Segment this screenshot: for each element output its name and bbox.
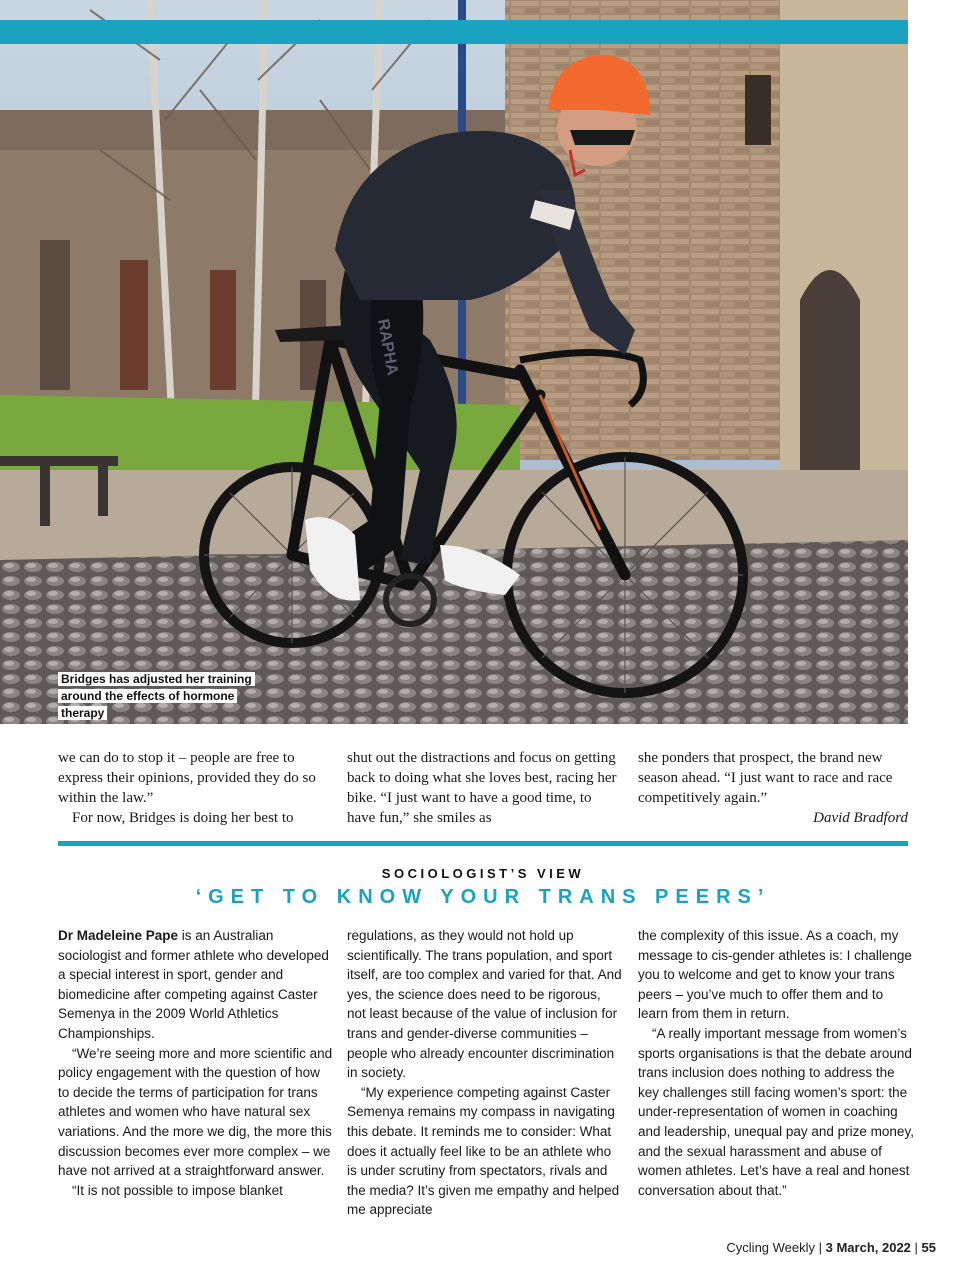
page-footer xyxy=(726,1240,936,1255)
sidebar-paragraph: “A really important message from women’s sports organisations is that the debate around trans inclusion does nothing to address the key challenges still facing women’s sport: the under-representation of women in coaching and leadership, unequal pay and prize money, and the sexual harassment and abuse of women athletes. Let’s have a real and honest conversation about that.” xyxy=(638,1025,914,1198)
photo-caption xyxy=(58,671,280,722)
sidebar-paragraph: “My experience competing against Caster Semenya remains my compass in navigating this debate. It reminds me to consider: What does it actually feel like to be an athlete who is under scrutiny from spectators, rivals and the media? It’s given me empathy and helped me appreciate xyxy=(347,1084,620,1218)
page-number: 55 xyxy=(921,1240,936,1255)
article-column-2 xyxy=(347,748,617,828)
lead-text: is an Australian sociologist and former athlete who developed a special interest in sport, gender and biomedicine after competing against Caster Semenya in the 2009 World Athletics Championships. xyxy=(58,928,329,1041)
author-byline: David Bradford xyxy=(813,810,908,826)
sidebar-paragraph: “It is not possible to impose blanket xyxy=(72,1182,283,1198)
article-column-1 xyxy=(58,748,328,828)
sidebar-paragraph xyxy=(58,926,334,1044)
lead-name: Dr Madeleine Pape xyxy=(58,928,179,943)
sidebar-column-2 xyxy=(347,926,623,1220)
sidebar-paragraph: “We’re seeing more and more scientific and policy engagement with the question of how to decide the terms of participation for trans athletes and women who have natural sex variations. And the more we dig, the more this discussion becomes ever more complex – we have not arrived at a straightforward answer. xyxy=(58,1045,333,1179)
article-paragraph: For now, Bridges is doing her best to xyxy=(72,810,294,826)
sidebar-paragraph: regulations, as they would not hold up scientifically. The trans population, and sport itself, are too complex and varied for that. And yes, the science does need to be rigorous, not least because of the value of inclusion for trans and gender-diverse communities – people who already encounter discrimination in society. xyxy=(347,928,622,1081)
sidebar-paragraph: the complexity of this issue. As a coach, my message to cis-gender athletes is: I challenge you to welcome and get to know your trans peers – you’ve much to offer them and to learn from them in return. xyxy=(638,928,912,1022)
article-paragraph: she ponders that prospect, the brand new season ahead. “I just want to race and race competitively again.” xyxy=(638,750,893,806)
article-paragraph: shut out the distractions and focus on getting back to doing what she loves best, racing her bike. “I just want to have a good time, to have fun,” she smiles as xyxy=(347,750,617,826)
article-column-3 xyxy=(638,748,908,828)
sidebar-kicker: SOCIOLOGIST’S VIEW xyxy=(381,866,585,881)
footer-separator: | xyxy=(910,1240,922,1255)
sidebar-headline: ‘GET TO KNOW YOUR TRANS PEERS’ xyxy=(195,886,771,908)
accent-bar-top xyxy=(0,20,908,44)
sidebar-column-3 xyxy=(638,926,914,1200)
caption-line-1: Bridges has adjusted her training xyxy=(58,672,255,686)
sidebar-column-1 xyxy=(58,926,334,1200)
caption-line-2: around the effects of hormone therapy xyxy=(58,689,237,720)
jersey-logo-text: RAPHA xyxy=(374,317,401,377)
issue-date: 3 March, 2022 xyxy=(825,1240,911,1255)
section-divider xyxy=(58,841,908,846)
footer-separator: | xyxy=(815,1240,826,1255)
publication-name: Cycling Weekly xyxy=(726,1240,816,1255)
article-paragraph: we can do to stop it – people are free to express their opinions, provided they do so within the law.” xyxy=(58,750,316,806)
